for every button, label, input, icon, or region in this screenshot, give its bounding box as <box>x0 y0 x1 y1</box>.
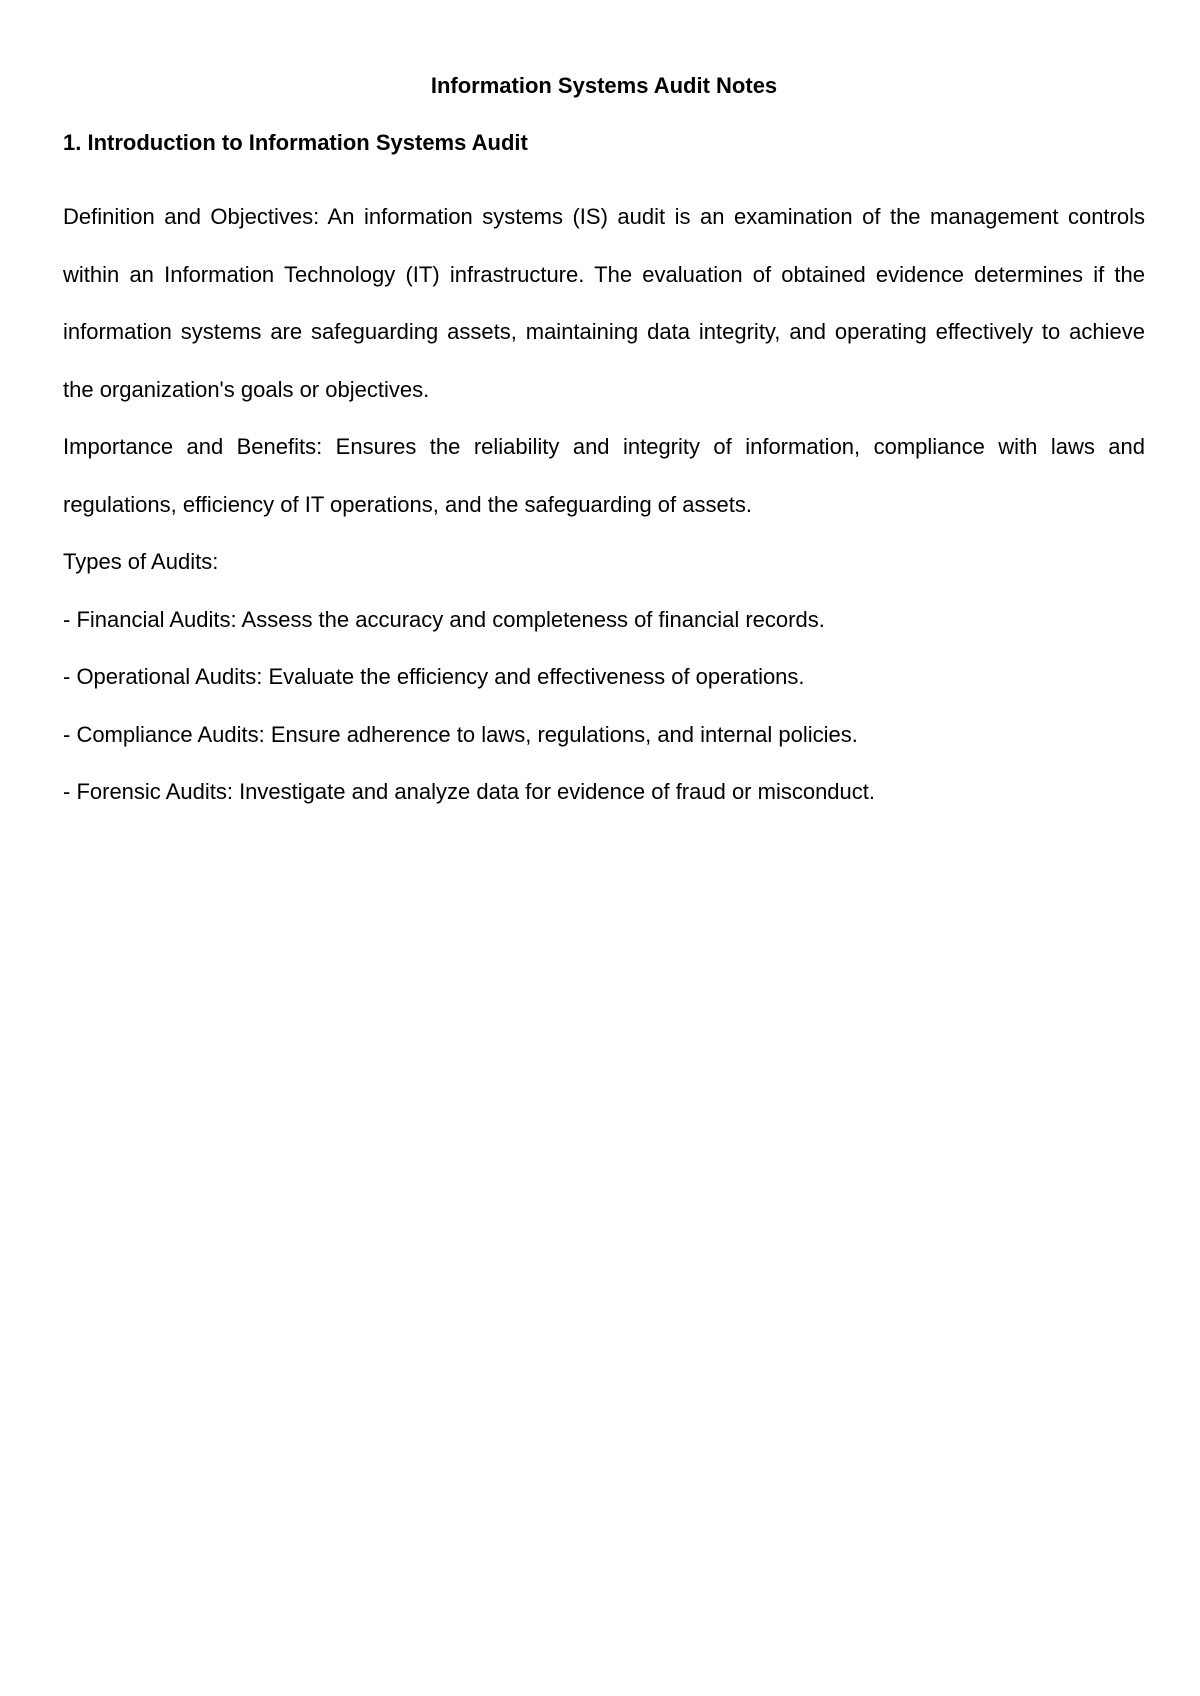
document-title: Information Systems Audit Notes <box>430 73 778 98</box>
audit-types-list <box>63 591 1145 821</box>
list-item: - Compliance Audits: Ensure adherence to laws, regulations, and internal policies. <box>63 721 858 747</box>
definition-label: Definition and Objectives: <box>63 204 320 229</box>
definition-text: An information systems (IS) audit is an examination of the management controls within an Information Technology (IT) infrastructure. The evaluation of obtained evidence determines if the information systems are safeguarding assets, maintaining data integrity, and operating effectively to achieve the organization's goals or objectives. <box>63 204 1145 402</box>
types-heading: Types of Audits: <box>63 549 219 574</box>
document-content <box>63 66 1145 821</box>
list-item: - Operational Audits: Evaluate the efficiency and effectiveness of operations. <box>63 664 805 689</box>
importance-label: Importance and Benefits: <box>63 434 323 459</box>
importance-text: Ensures the reliability and integrity of information, compliance with laws and regulations, efficiency of IT operations, and the safeguarding of assets. <box>63 434 1145 517</box>
list-item: - Forensic Audits: Investigate and analyze data for evidence of fraud or misconduct. <box>63 779 876 804</box>
section-heading: 1. Introduction to Information Systems Audit <box>63 130 528 155</box>
list-item: - Financial Audits: Assess the accuracy and completeness of financial records. <box>63 606 825 632</box>
importance-paragraph <box>63 418 1145 533</box>
definition-paragraph <box>63 188 1145 418</box>
